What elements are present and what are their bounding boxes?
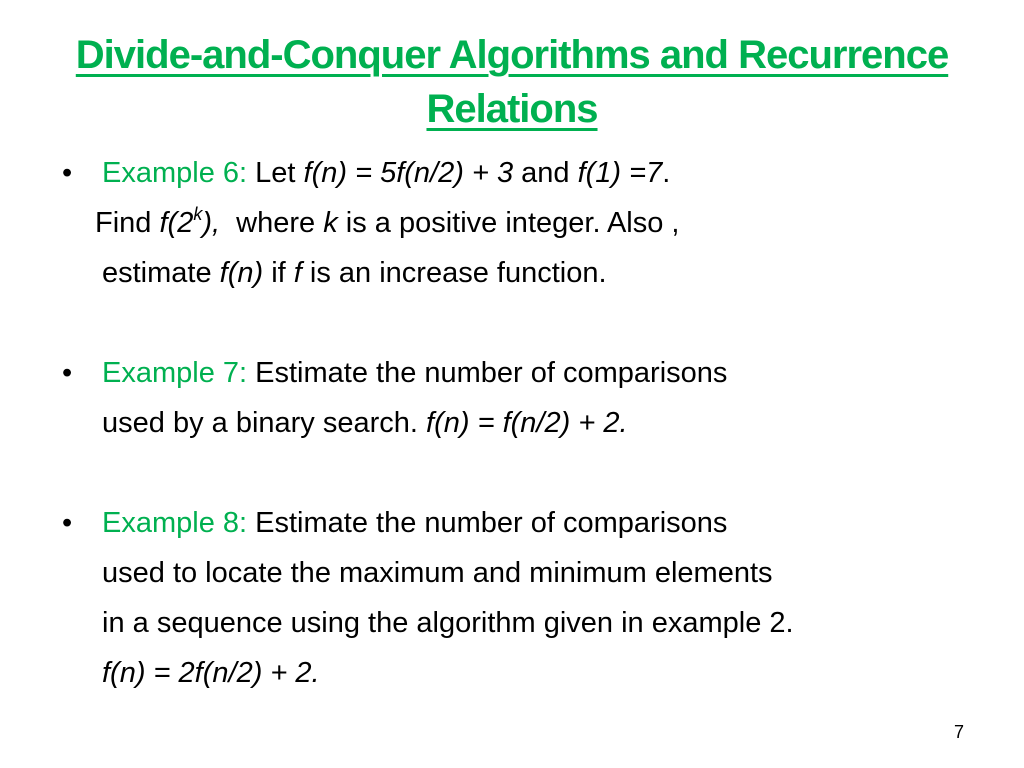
example-8-label: Example 8: — [102, 507, 248, 539]
where-text: where — [236, 207, 316, 239]
example-8-line-3: in a sequence using the algorithm given in example 2. — [102, 607, 794, 639]
bullet-example-8 — [62, 498, 992, 698]
increase-function-text: is an increase function. — [309, 257, 607, 289]
bullet-dot-icon: • — [62, 357, 73, 389]
example-7-label: Example 7: — [102, 357, 248, 389]
estimate-text: estimate — [102, 257, 212, 289]
positive-integer-text: is a positive integer. Also , — [345, 207, 680, 239]
example-8-text: Estimate the number of comparisons — [255, 507, 728, 539]
page-number: 7 — [953, 722, 964, 742]
bullet-dot-icon: • — [62, 157, 73, 189]
example-6-continuation — [62, 198, 992, 248]
let-text: Let — [255, 157, 296, 189]
example-7-line-2: used by a binary search. — [102, 407, 418, 439]
example-6-label: Example 6: — [102, 157, 248, 189]
initial-condition: f(1) =7 — [577, 157, 663, 189]
example-8-line-2: used to locate the maximum and minimum elements — [102, 557, 773, 589]
example-6-formula: f(n) = 5f(n/2) + 3 — [303, 157, 514, 189]
if-text: if — [271, 257, 286, 289]
slide-title — [40, 28, 984, 136]
title-line-2: Relations — [426, 87, 598, 131]
title-line-1: Divide-and-Conquer Algorithms and Recurrence — [75, 33, 949, 77]
find-text: Find — [95, 207, 152, 239]
bullet-example-7 — [62, 348, 992, 448]
and-text: and — [521, 157, 570, 189]
example-7-text: Estimate the number of comparisons — [255, 357, 728, 389]
fn-variable: f(n) — [219, 257, 264, 289]
example-7-formula: f(n) = f(n/2) + 2. — [426, 407, 628, 439]
f-variable: f — [293, 257, 302, 289]
bullet-dot-icon: • — [62, 507, 73, 539]
k-variable: k — [323, 207, 338, 239]
example-8-formula: f(n) = 2f(n/2) + 2. — [102, 657, 320, 689]
period: . — [662, 157, 671, 189]
f-of-2k: f(2$^k$), — [159, 204, 221, 239]
example-6-line-3 — [62, 248, 992, 298]
bullet-example-6 — [62, 148, 992, 198]
slide-body — [62, 148, 992, 698]
